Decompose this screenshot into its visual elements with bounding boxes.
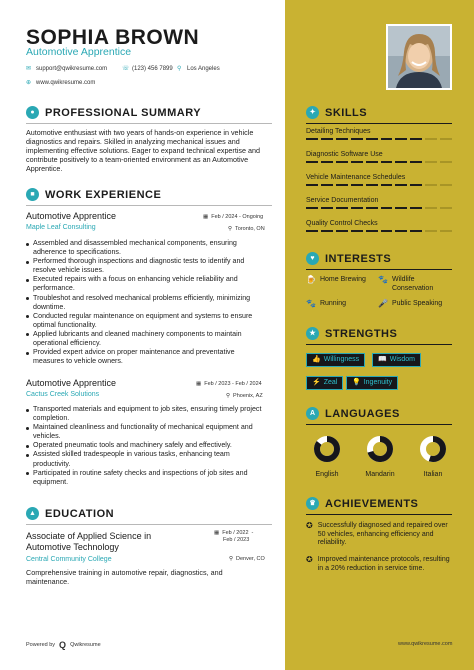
contact-location [177, 66, 220, 72]
achievement-item: ✪ Successfully diagnosed and repaired over 50 vehicles, enhancing efficiency and reliability. [306, 521, 448, 547]
language-label: Mandarin [365, 471, 395, 478]
divider [306, 123, 452, 124]
strength-chip: 👍 Willingness [306, 353, 365, 367]
skill-label: Diagnostic Software Use [306, 151, 383, 158]
skill-item [306, 197, 452, 209]
running-icon: 🐾 [306, 299, 316, 308]
contact-email[interactable] [26, 66, 107, 72]
strengths-heading [306, 327, 397, 340]
location-text: Los Angeles [187, 66, 220, 72]
email-text: support@qwikresume.com [36, 66, 108, 72]
interests-title: INTERESTS [325, 252, 392, 265]
job-date: ▦ Feb / 2024 - Ongoing [203, 214, 264, 220]
school-name: Central Community College [26, 556, 112, 563]
list-item: Conducted regular maintenance on equipment and systems to ensure optimal functionality. [26, 312, 266, 330]
person-icon: ● [26, 106, 39, 119]
company-name: Cactus Creek Solutions [26, 391, 100, 398]
school-location: ⚲ Denver, CO [229, 556, 265, 562]
website-text: www.qwikresume.com [36, 80, 96, 86]
skill-label: Vehicle Maintenance Schedules [306, 174, 406, 181]
footer-url[interactable]: www.qwikresume.com [398, 641, 453, 647]
education-title: EDUCATION [45, 507, 115, 520]
job-bullets [26, 405, 266, 487]
calendar-icon: ▦ [214, 530, 220, 536]
profile-photo [386, 24, 452, 90]
pin-icon: ⚲ [177, 66, 182, 72]
calendar-icon: ▦ [203, 214, 209, 220]
medal-icon: ✪ [306, 521, 313, 530]
qwikresume-logo-icon: Q [59, 640, 67, 650]
list-item: Troubleshot and resolved mechanical problems efficiently, minimizing downtime. [26, 294, 266, 312]
list-item: Provided expert advice on proper maintenance and preventative measures to vehicle owners. [26, 348, 266, 366]
candidate-role: Automotive Apprentice [26, 46, 132, 58]
job-title: Automotive Apprentice [26, 378, 117, 388]
language-label: Italian [423, 471, 443, 478]
interest-item: 🍺 Home Brewing [306, 275, 366, 284]
interest-item: 🐾 Running [306, 299, 347, 308]
skill-level-bar [306, 161, 452, 163]
experience-title: WORK EXPERIENCE [45, 188, 162, 201]
beer-icon: 🍺 [306, 275, 316, 284]
job-bullets [26, 239, 266, 366]
divider [306, 344, 452, 345]
skills-heading [306, 106, 367, 119]
education-heading [26, 507, 114, 520]
list-item: Assembled and disassembled mechanical components, ensuring adherence to specifications. [26, 239, 266, 257]
envelope-icon: ✉ [26, 66, 32, 72]
strength-chip: 💡 Ingenuity [346, 376, 398, 390]
skill-item [306, 220, 452, 232]
paw-icon: 🐾 [378, 275, 388, 284]
bolt-icon: ⚡ [312, 379, 321, 386]
job-location: ⚲ Toronto, ON [228, 226, 265, 232]
interests-heading [306, 252, 391, 265]
experience-heading [26, 188, 161, 201]
language-icon: A [306, 407, 319, 420]
megaphone-icon: 🎤 [378, 299, 388, 308]
language-level-donut [313, 435, 341, 463]
education-text: Comprehensive training in automotive repair, diagnostics, and maintenance. [26, 568, 223, 587]
job-date: ▦ Feb / 2023 - Feb / 2024 [196, 381, 262, 387]
candidate-name: SOPHIA BROWN [26, 26, 200, 49]
skill-level-bar [306, 184, 452, 186]
list-item: Executed repairs with a focus on enhancing vehicle reliability and performance. [26, 275, 266, 293]
summary-heading [26, 106, 201, 119]
trophy-icon: ♛ [306, 497, 319, 510]
interest-item: 🎤 Public Speaking [378, 299, 443, 308]
heart-icon: ♥ [306, 252, 319, 265]
skill-item [306, 174, 452, 186]
list-item: Transported materials and equipment to job sites, ensuring timely project completion. [26, 405, 266, 423]
pin-icon: ⚲ [229, 556, 234, 562]
list-item: Assisted skilled tradespeople in various tasks, enhancing team productivity. [26, 450, 266, 468]
skill-item [306, 128, 452, 140]
language-label: English [315, 471, 339, 478]
languages-title: LANGUAGES [325, 407, 400, 420]
strength-chip: ⚡ Zeal [306, 376, 343, 390]
book-icon: 📖 [378, 356, 387, 363]
skill-label: Service Documentation [306, 197, 379, 204]
avatar [388, 26, 450, 88]
skill-label: Quality Control Checks [306, 220, 378, 227]
job-location: ⚲ Phoenix, AZ [226, 393, 263, 399]
footer-credit: Powered by Q Qwikresume [26, 640, 101, 650]
thumbs-up-icon: 👍 [312, 356, 321, 363]
job-title: Automotive Apprentice [26, 211, 117, 221]
phone-icon: ☏ [122, 66, 130, 72]
divider [306, 514, 452, 515]
contact-phone[interactable] [122, 66, 173, 72]
divider [26, 205, 272, 206]
list-item: Participated in routine safety checks and inspections of job sites and equipment. [26, 469, 266, 487]
divider [306, 269, 452, 270]
degree-date: ▦ Feb / 2022 - Feb / 2023 [214, 530, 254, 543]
list-item: Maintained cleanliness and functionality of mechanical equipment and vehicles. [26, 423, 266, 441]
divider [26, 123, 272, 124]
skill-label: Detailing Techniques [306, 128, 371, 135]
skill-level-bar [306, 207, 452, 209]
strength-chip: 📖 Wisdom [372, 353, 421, 367]
summary-text: Automotive enthusiast with two years of hands-on experience in vehicle diagnostics and repairs. Skilled in analyzing mechanical issues and implementing effective solutions. Eager to expand technical expertise and contribute positively to a team-oriented environment as an Automotive Apprentice. [26, 128, 261, 174]
star-icon: ★ [306, 327, 319, 340]
strengths-title: STRENGTHS [325, 327, 398, 340]
list-item: Applied lubricants and cleaned machinery components to maintain operational efficiency. [26, 330, 266, 348]
summary-title: PROFESSIONAL SUMMARY [45, 106, 202, 119]
pin-icon: ⚲ [226, 393, 231, 399]
phone-text: (123) 456 7899 [132, 66, 173, 72]
company-name: Maple Leaf Consulting [26, 224, 96, 231]
contact-website[interactable] [26, 80, 95, 86]
skill-level-bar [306, 230, 452, 232]
list-item: Operated pneumatic tools and machinery safely and effectively. [26, 441, 266, 450]
skill-item [306, 151, 452, 163]
lightbulb-icon: 💡 [352, 379, 361, 386]
interest-item: 🐾 Wildlife Conservation [378, 275, 434, 292]
list-item: Performed thorough inspections and diagnostic tests to identify and resolve vehicle issues. [26, 257, 266, 275]
language-level-donut [419, 435, 447, 463]
degree-title: Automotive Technology [26, 542, 119, 552]
languages-heading [306, 407, 400, 420]
globe-icon: ⊕ [26, 80, 32, 86]
degree-title: Associate of Applied Science in [26, 531, 152, 541]
briefcase-icon: ■ [26, 188, 39, 201]
skills-title: SKILLS [325, 106, 368, 119]
medal-icon: ✪ [306, 555, 313, 564]
achievement-item: ✪ Improved maintenance protocols, resulting in a 20% reduction in service time. [306, 555, 450, 572]
graduation-cap-icon: ▲ [26, 507, 39, 520]
skill-level-bar [306, 138, 452, 140]
pin-icon: ⚲ [228, 226, 233, 232]
achievements-heading [306, 497, 418, 510]
divider [306, 424, 452, 425]
language-level-donut [366, 435, 394, 463]
lightbulb-icon: ✦ [306, 106, 319, 119]
calendar-icon: ▦ [196, 381, 202, 387]
divider [26, 524, 272, 525]
achievements-title: ACHIEVEMENTS [325, 497, 419, 510]
